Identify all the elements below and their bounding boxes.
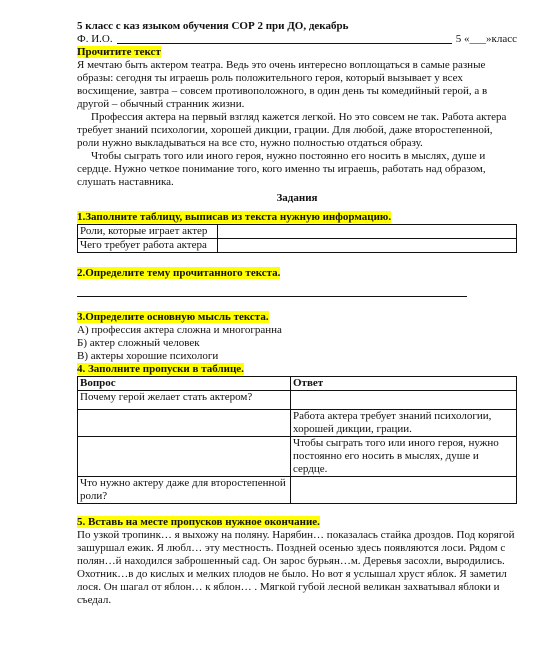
question-cell: Почему герой желает стать актером? (78, 391, 291, 410)
question-cell[interactable] (78, 437, 291, 477)
answer-cell[interactable] (218, 225, 517, 239)
table-cell: Чего требует работа актера (78, 239, 218, 253)
answer-cell[interactable] (291, 391, 517, 410)
question-cell[interactable] (78, 410, 291, 437)
worksheet (77, 20, 517, 607)
tasks-heading: Задания (276, 192, 318, 204)
reading-paragraph: Профессия актера на первый взгляд кажется легкой. Но это совсем не так. Работа актера требует знаний психологии, хорошей дикции, грации. Для любой, даже второстепенной, роли нужно выкладываться на все сто, нужно полностью отдаться образу. (77, 111, 507, 149)
option-a[interactable]: А) профессия актера сложна и многогранна (77, 324, 282, 336)
task4-table (77, 376, 517, 504)
table-row (78, 391, 517, 410)
reading-title: Прочитите текст (77, 46, 161, 58)
table-row (78, 225, 517, 239)
table-row (78, 477, 517, 504)
fio-label: Ф. И.О. (77, 33, 113, 45)
column-header: Вопрос (78, 377, 291, 391)
task2-title: 2.Определите тему прочитанного текста. (77, 267, 281, 279)
worksheet-title: 5 класс с каз языком обучения СОР 2 при ДО, декабрь (77, 20, 349, 32)
task5-title: 5. Вставь на месте пропусков нужное окончание. (77, 516, 320, 528)
answer-cell: Чтобы сыграть того или иного героя, нужно постоянно его носить в мыслях, душе и сердце. (291, 437, 517, 477)
task5-text: По узкой тропинк… я выхожу на поляну. Нарябин… показалась стайка дроздов. Под корягой зашуршал ежик. Я любл… эту местность. Поздней осенью здесь появляются лоси. Рядом с полян…й находился заброшенный сад. Он зарос бурьян…м. Деревья засохли, выродились. Охотник…в до кислых и мелких плодов не было. Но вот я услышал хруст яблок. Я заметил лося. Он шагал от яблон… к яблон… . Мягкой губой лесной великан захватывал яблоки и съедал. (77, 529, 515, 606)
table-row (78, 239, 517, 253)
class-label: 5 «___»класс (455, 33, 517, 45)
reading-paragraph: Я мечтаю быть актером театра. Ведь это очень интересно воплощаться в самые разные образы: сегодня ты играешь роль положительного героя, который вызывает у всех восхищение, завтра – совсем противоположного, в один день ты комедийный герой, а в другой – обычный странник жизни. (77, 59, 488, 110)
table-row (78, 410, 517, 437)
answer-cell[interactable] (291, 477, 517, 504)
answer-cell: Работа актера требует знаний психологии, хорошей дикции, грации. (291, 410, 517, 437)
task1-table (77, 224, 517, 253)
task3-title: 3.Определите основную мысль текста. (77, 311, 269, 323)
question-cell: Что нужно актеру даже для второстепенной роли? (78, 477, 291, 504)
reading-paragraph: Чтобы сыграть того или иного героя, нужно постоянно его носить в мыслях, душе и сердце. Нужно четкое понимание того, кого именно ты играешь, работать над образом, слушать наставника. (77, 150, 486, 188)
name-line (77, 33, 517, 46)
table-header-row (78, 377, 517, 391)
answer-line[interactable] (77, 284, 467, 297)
option-b[interactable]: Б) актер сложный человек (77, 337, 200, 349)
task1-title: 1.Заполните таблицу, выписав из текста нужную информацию. (77, 211, 392, 223)
option-c[interactable]: В) актеры хорошие психологи (77, 350, 219, 362)
fio-blank (117, 43, 452, 44)
answer-cell[interactable] (218, 239, 517, 253)
table-cell: Роли, которые играет актер (78, 225, 218, 239)
table-row (78, 437, 517, 477)
column-header: Ответ (291, 377, 517, 391)
task4-title: 4. Заполните пропуски в таблице. (77, 363, 244, 375)
